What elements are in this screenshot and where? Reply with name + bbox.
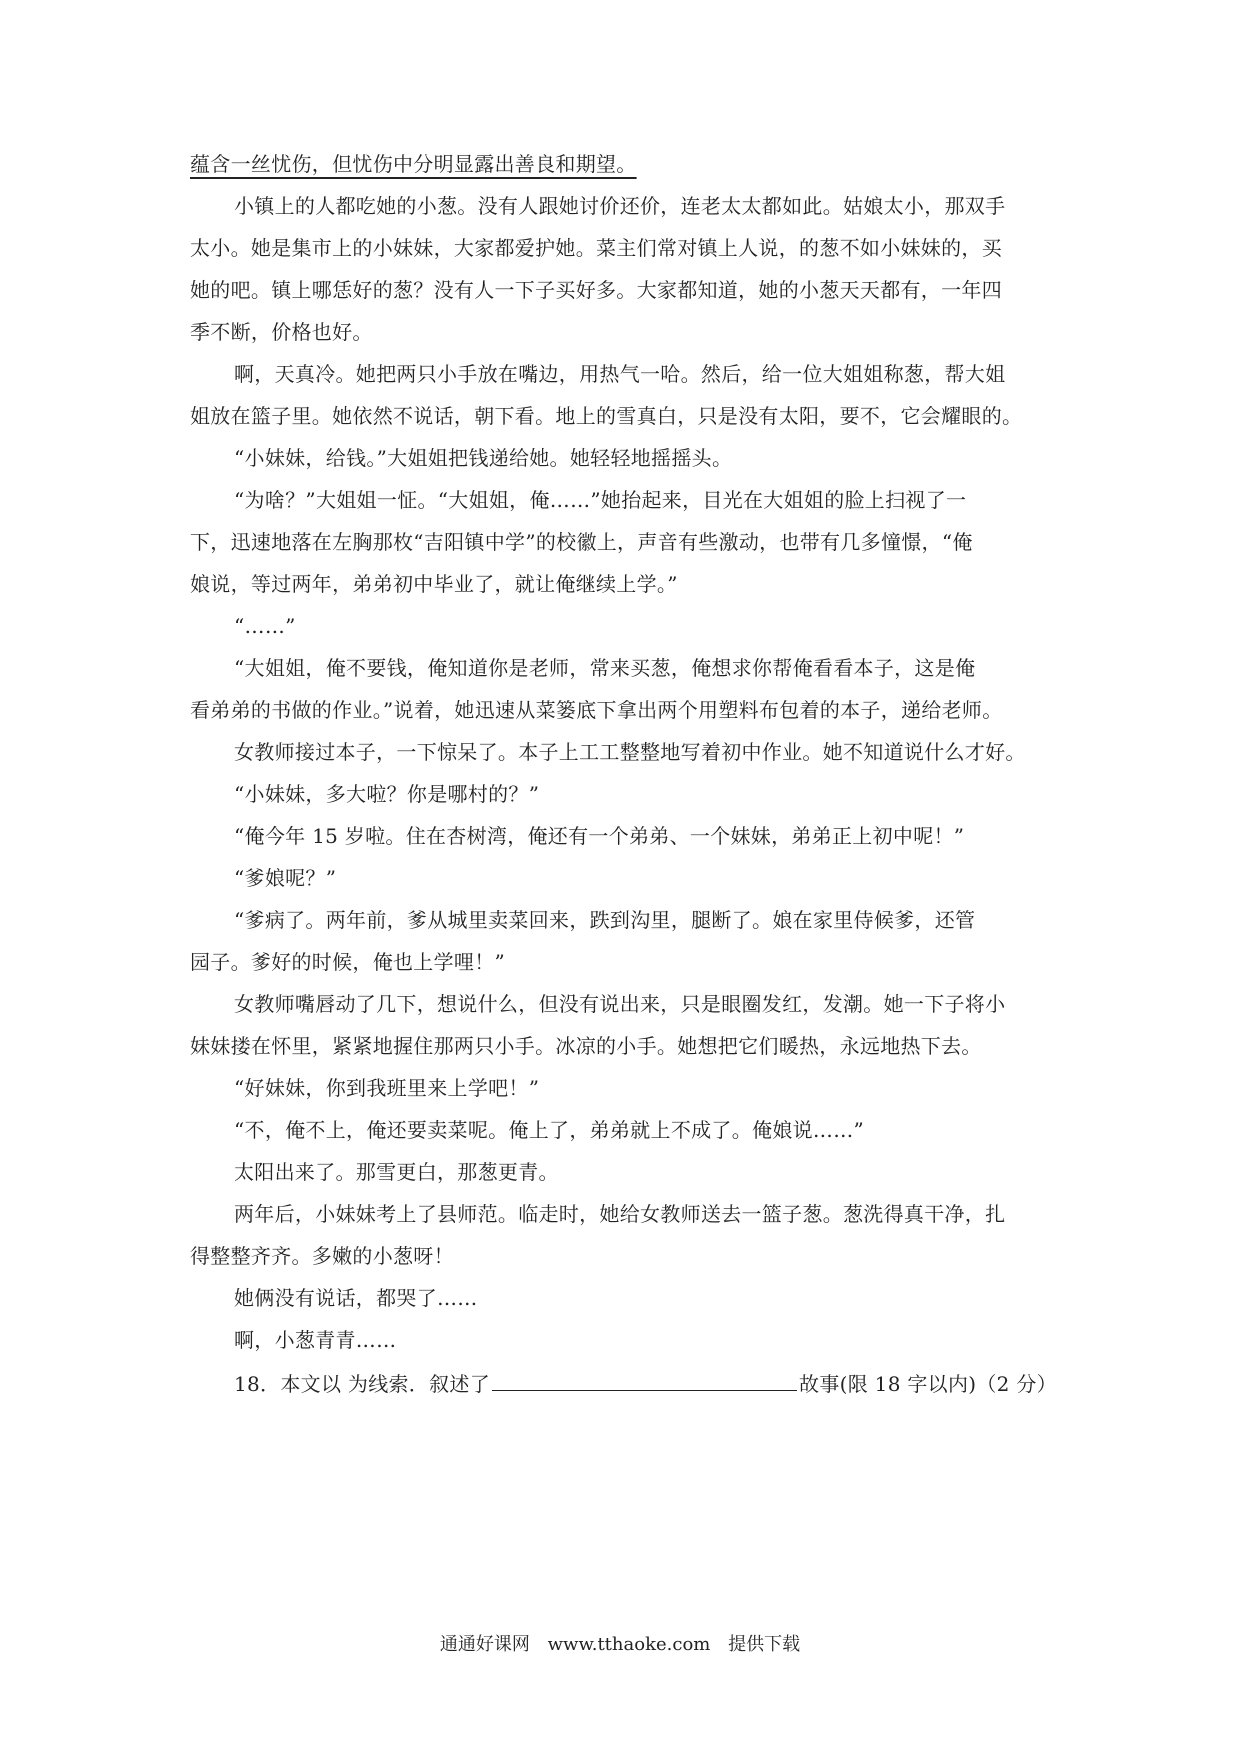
text-line: 她俩没有说话，都哭了…… (234, 1286, 478, 1310)
text-line: 娘说，等过两年，弟弟初中毕业了，就让俺继续上学。” (190, 572, 678, 596)
text-line: 下，迅速地落在左胸那枚“吉阳镇中学”的校徽上，声音有些激动，也带有几多憧憬，“俺 (190, 530, 973, 554)
question-suffix: 故事(限 18 字以内)（2 分） (799, 1372, 1057, 1396)
text-line: 园子。爹好的时候，俺也上学哩！” (190, 950, 506, 974)
answer-blank[interactable] (492, 1368, 797, 1391)
footer-download-text: 提供下载 (728, 1634, 801, 1655)
text-line: 女教师嘴唇动了几下，想说什么，但没有说出来，只是眼圈发红，发潮。她一下子将小 (234, 992, 1006, 1016)
article-body (190, 150, 1060, 1410)
text-line: 啊，天真冷。她把两只小手放在嘴边，用热气一哈。然后，给一位大姐姐称葱，帮大姐 (234, 362, 1006, 386)
text-line: “好妹妹，你到我班里来上学吧！” (234, 1076, 540, 1100)
text-line: “不，俺不上，俺还要卖菜呢。俺上了，弟弟就上不成了。俺娘说……” (234, 1118, 865, 1142)
question-prefix: 18．本文以 为线索．叙述了 (234, 1372, 491, 1396)
text-line: 小镇上的人都吃她的小葱。没有人跟她讨价还价，连老太太都如此。姑娘太小，那双手 (234, 194, 1006, 218)
text-line: 妹妹搂在怀里，紧紧地握住那两只小手。冰凉的小手。她想把它们暖热，永远地热下去。 (190, 1034, 982, 1058)
text-line: 得整整齐齐。多嫩的小葱呀！ (190, 1244, 454, 1268)
text-line: 两年后，小妹妹考上了县师范。临走时，她给女教师送去一篮子葱。葱洗得真干净，扎 (234, 1202, 1006, 1226)
text-line: “小妹妹，多大啦？你是哪村的？” (234, 782, 540, 806)
text-line: “俺今年 15 岁啦。住在杏树湾，俺还有一个弟弟、一个妹妹，弟弟正上初中呢！” (234, 824, 965, 848)
text-line: 女教师接过本子，一下惊呆了。本子上工工整整地写着初中作业。她不知道说什么才好。 (234, 740, 1026, 764)
text-line: 啊，小葱青青…… (234, 1328, 397, 1352)
text-line: 姐放在篮子里。她依然不说话，朝下看。地上的雪真白，只是没有太阳，要不，它会耀眼的。 (190, 404, 1023, 428)
text-line: 她的吧。镇上哪恁好的葱？没有人一下子买好多。大家都知道，她的小葱天天都有，一年四 (190, 278, 1002, 302)
text-line: “小妹妹，给钱。”大姐姐把钱递给她。她轻轻地摇摇头。 (234, 446, 733, 470)
text-line: “爹娘呢？” (234, 866, 337, 890)
text-line: 太阳出来了。那雪更白，那葱更青。 (234, 1160, 559, 1184)
question-18 (190, 1368, 1060, 1410)
text-line: “大姐姐，俺不要钱，俺知道你是老师，常来买葱，俺想求你帮俺看看本子，这是俺 (234, 656, 976, 680)
footer-site-name: 通通好课网 (439, 1634, 530, 1655)
footer-url: www.tthaoke.com (547, 1634, 711, 1655)
text-line: 看弟弟的书做的作业。”说着，她迅速从菜篓底下拿出两个用塑料布包着的本子，递给老师。 (190, 698, 1003, 722)
text-line: “……” (234, 614, 296, 638)
text-line: 蕴含一丝忧伤，但忧伤中分明显露出善良和期望。 (190, 152, 637, 176)
page-footer (0, 1630, 1240, 1656)
text-line: 季不断，价格也好。 (190, 320, 373, 344)
text-line: “为啥？”大姐姐一怔。“大姐姐，俺……”她抬起来，目光在大姐姐的脸上扫视了一 (234, 488, 967, 512)
text-line: 太小。她是集市上的小妹妹，大家都爱护她。菜主们常对镇上人说，的葱不如小妹妹的，买 (190, 236, 1002, 260)
text-line: “爹病了。两年前，爹从城里卖菜回来，跌到沟里，腿断了。娘在家里侍候爹，还管 (234, 908, 976, 932)
